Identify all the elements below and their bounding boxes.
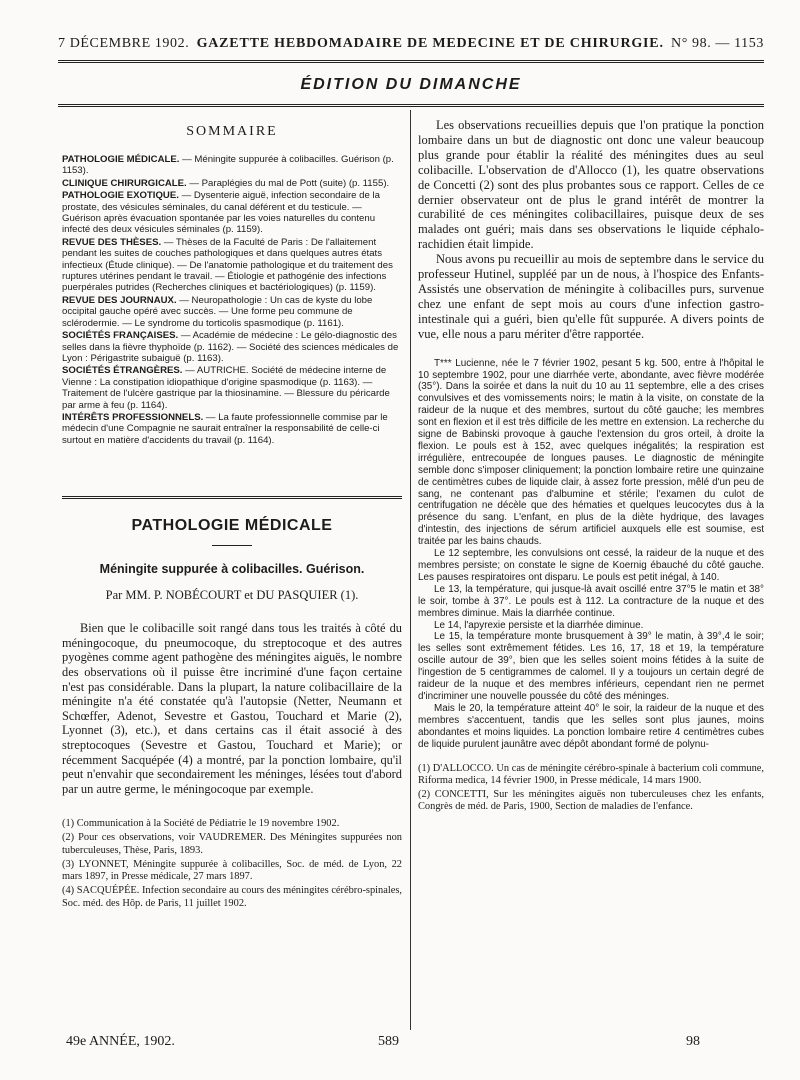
- issue-number: N° 98. — 1153: [670, 36, 764, 51]
- case-paragraph: Le 13, la température, qui jusque-là avait oscillé entre 37°5 le matin et 38° le soir, tombe à 37°. Le pouls est à 112. La contracture de la nuque et des membres diminue. Mais la diarrhée continue.: [418, 583, 764, 619]
- journal-title: GAZETTE HEBDOMADAIRE DE MEDECINE ET DE CHIRURGIE.: [196, 36, 664, 51]
- edition-rule: [58, 104, 764, 107]
- footnote: (4) SACQUÉPÉE. Infection secondaire au cours des méningites cérébro-spinales, Soc. méd. des Hôp. de Paris, 11 juillet 1902.: [62, 885, 402, 909]
- footnote: (2) CONCETTI, Sur les méningites aiguës non tuberculeuses chez les enfants, Congrès de méd. de Paris, 1900, Section de maladies de l'enfance.: [418, 788, 764, 813]
- footnote: (1) Communication à la Société de Pédiatrie le 19 novembre 1902.: [62, 818, 340, 830]
- sommaire-item: REVUE DES JOURNAUX. — Neuropathologie : Un cas de kyste du lobe occipital gauche opéré avec succès. — Une forme peu commune de sclérodermie. — Le syndrome du torticolis spasmodique (p. 1161).: [62, 294, 373, 329]
- left-column: [62, 118, 402, 912]
- sommaire-title: SOMMAIRE: [186, 124, 278, 139]
- article-title: Méningite suppurée à colibacilles. Guérison.: [99, 562, 365, 577]
- case-paragraph: Mais le 20, la température atteint 40° le soir, la raideur de la nuque et des membres s'accentuent, tandis que les selles sont plus jaunes, moins abondantes et moins liquides. La ponction lombaire retire 4 centimètres cubes de liquide purulent jaunâtre avec dépôt abondant formé de polynu-: [418, 702, 764, 750]
- header-date: 7 DÉCEMBRE 1902.: [58, 36, 190, 51]
- short-rule: [212, 545, 252, 546]
- sommaire-item: SOCIÉTÉS ÉTRANGÈRES. — AUTRICHE. Société de médecine interne de Vienne : La constipation idiopathique d'origine spasmodique (p. 1163). — Traitement de l'ulcère gastrique par la thiosinamine. — Blessure du péricarde par arme à feu (p. 1164).: [62, 365, 390, 411]
- article-paragraph: Nous avons pu recueillir au mois de septembre dans le service du professeur Hutinel, suppléé par un de nous, à l'hospice des Enfants-Assistés une observation de méningite à colibacilles purs, survenue chez une enfant de sept mois au cours d'une infection gastro-intestinale qui a guéri, bien qu'elle fût suppurée. A divers points de vue, elle nous a paru mériter d'être rapportée.: [418, 252, 764, 341]
- column-divider: [410, 110, 411, 1030]
- section-title: PATHOLOGIE MÉDICALE: [131, 517, 333, 535]
- sommaire-item: INTÉRÊTS PROFESSIONNELS. — La faute professionnelle commise par le médecin d'une Compagnie ne saurait entraîner la responsabilité de celle-ci surtout en matière d'accidents du travail (p. 1164).: [62, 411, 388, 446]
- case-paragraph: Le 14, l'apyrexie persiste et la diarrhée diminue.: [434, 619, 644, 631]
- article-byline: Par MM. P. NOBÉCOURT et DU PASQUIER (1).: [105, 588, 359, 603]
- footer-page-number: 589: [378, 1034, 399, 1049]
- footnotes-left: [62, 818, 402, 909]
- sommaire-item: CLINIQUE CHIRURGICALE. — Paraplégies du mal de Pott (suite) (p. 1155).: [62, 177, 390, 189]
- sommaire-item: REVUE DES THÈSES. — Thèses de la Faculté de Paris : De l'allaitement pendant les suites de couches pathologiques et dans quelques autres états infectieux (Étude clinique). — De l'anatomie pathologique et du traitement des ruptures utérines pendant le travail. — Étiologie et pathogénie des infections puerpérales putrides (Recherches cliniques et bactériologiques) (p. 1159).: [62, 236, 393, 294]
- right-column: [418, 118, 764, 815]
- article-paragraph: Les observations recueillies depuis que l'on pratique la ponction lombaire dans un but de diagnostic ont donc une valeur beaucoup plus grande pour établir la réalité des méningites dues au seul colibacille. L'observation de d'Allocco (1), les quatre observations de Concetti (2) sont des plus probantes sous ce rapport. Celles de ce dernier observateur ont de plus le grand intérêt de montrer la curabilité de ces méningites colibacillaires, puisque deux de ses malades ont guéri; mais dans ses observations le liquide céphalo-rachidien était limpide.: [418, 118, 764, 252]
- edition-title: ÉDITION DU DIMANCHE: [300, 76, 522, 93]
- sommaire-list: [62, 154, 402, 446]
- sommaire-item: PATHOLOGIE MÉDICALE. — Méningite suppurée à colibacilles. Guérison (p. 1153).: [62, 154, 394, 177]
- footer-issue: 98: [686, 1034, 700, 1049]
- footnote: (2) Pour ces observations, voir VAUDREMER. Des Méningites suppurées non tuberculeuses, Thèse, Paris, 1893.: [62, 832, 402, 856]
- sommaire-item: SOCIÉTÉS FRANÇAISES. — Académie de médecine : Le gélo-diagnostic des selles dans la fièvre thyphoïde (p. 1162). — Société des sciences médicales de Lyon : Périgastrite subaiguë (p. 1163).: [62, 330, 399, 364]
- footnote: (1) D'ALLOCCO. Un cas de méningite cérébro-spinale à bacterium coli commune, Riforma medica, 14 février 1900, in Presse médicale, 14 mars 1900.: [418, 762, 764, 786]
- sommaire-item: PATHOLOGIE EXOTIQUE. — Dysenterie aiguë, infection secondaire de la prostate, des vésicules séminales, du canal déférent et du testicule. — Guérison après évacuation spontanée par les voies naturelles du contenu infecté des deux vésicules séminales (p. 1159).: [62, 190, 380, 236]
- case-paragraph: Le 12 septembre, les convulsions ont cessé, la raideur de la nuque et des membres persiste; on constate le signe de Koernig ébauché du côté gauche. Les pauses respiratoires ont disparu. Le pouls est petit inégal, à 140.: [418, 548, 764, 583]
- page-header: [58, 36, 764, 52]
- footer-year: 49e ANNÉE, 1902.: [66, 1034, 175, 1049]
- case-paragraph: T*** Lucienne, née le 7 février 1902, pesant 5 kg. 500, entre à l'hôpital le 10 septembre 1902, pour une diarrhée verte, abondante, avec fièvre modérée (35°). Dans la soirée et dans la nuit du 10 au 11 septembre, elle a des crises convulsives et des vomissements noirs; le matin à la visite, on constate de la raideur de la nuque et des membres, surtout du côté gauche; les membres sont en flexion et il est très difficile de les mettre en extension. La recherche du signe de Babinski provoque à gauche l'extension du gros orteil, à droite la flexion. Le pouls est à 152, avec quelques inégalités; la respiration est irrégulière, entrecoupée de longues pauses. Le diagnostic de méningite semble donc s'imposer cliniquement; la ponction lombaire retire une quinzaine de centimètres cubes de liquide clair, à assez forte pression, mêlé d'un peu de sang, ne contenant pas d'albumine et stérile; l'examen du culot de centrifugation ne décèle que des hématies et quelques leucocytes dus à la présence du sang. L'enfant, en plus de la diète hydrique, des lavages d'intestin, des injections de sérum artificiel auxquels elle est soumise, est traitée par les bains chauds.: [418, 357, 764, 548]
- header-rule: [58, 60, 764, 63]
- article-paragraph: Bien que le colibacille soit rangé dans tous les traités à côté du méningocoque, du pneumocoque, du streptocoque et des autres pyogènes comme agent pathogène des méningites aiguës, le nombre des observations où il puisse être incriminé d'une façon certaine n'est pas considérable. Dans la plupart, la nature colibacillaire de la méningite n'a été constatée qu'à l'autopsie (Netter, Neumann et Schœffer, Adenot, Sevestre et Gastou, Touchard et Marie (2), Lyonnet (3), etc.), et dans certains cas il était associé à des streptocoques (Sevestre et Gastou, Touchard et Marie); or récemment Sacquépée (4) a montré, par la ponction lombaire, qu'il peut n'envahir que secondairement les méninges, lésées tout d'abord par un autre germe, le méningocoque par exemple.: [62, 621, 402, 796]
- section-rule: [62, 496, 402, 499]
- case-paragraph: Le 15, la température monte brusquement à 39° le matin, à 39°,4 le soir; les selles sont extrêmement fétides. Les 16, 17, 18 et 19, la température oscille autour de 39°, bien que les selles soient moins fétides à la suite de l'ingestion de 5 centigrammes de calomel. Il y a toujours un certain degré de raideur de la nuque et des membres inférieurs, cependant rien ne permet d'incriminer une nouvelle poussée du côté des méninges.: [418, 631, 764, 702]
- footnote: (3) LYONNET, Méningite suppurée à colibacilles, Soc. de méd. de Lyon, 22 mars 1897, in Presse médicale, 27 mars 1897.: [62, 858, 402, 883]
